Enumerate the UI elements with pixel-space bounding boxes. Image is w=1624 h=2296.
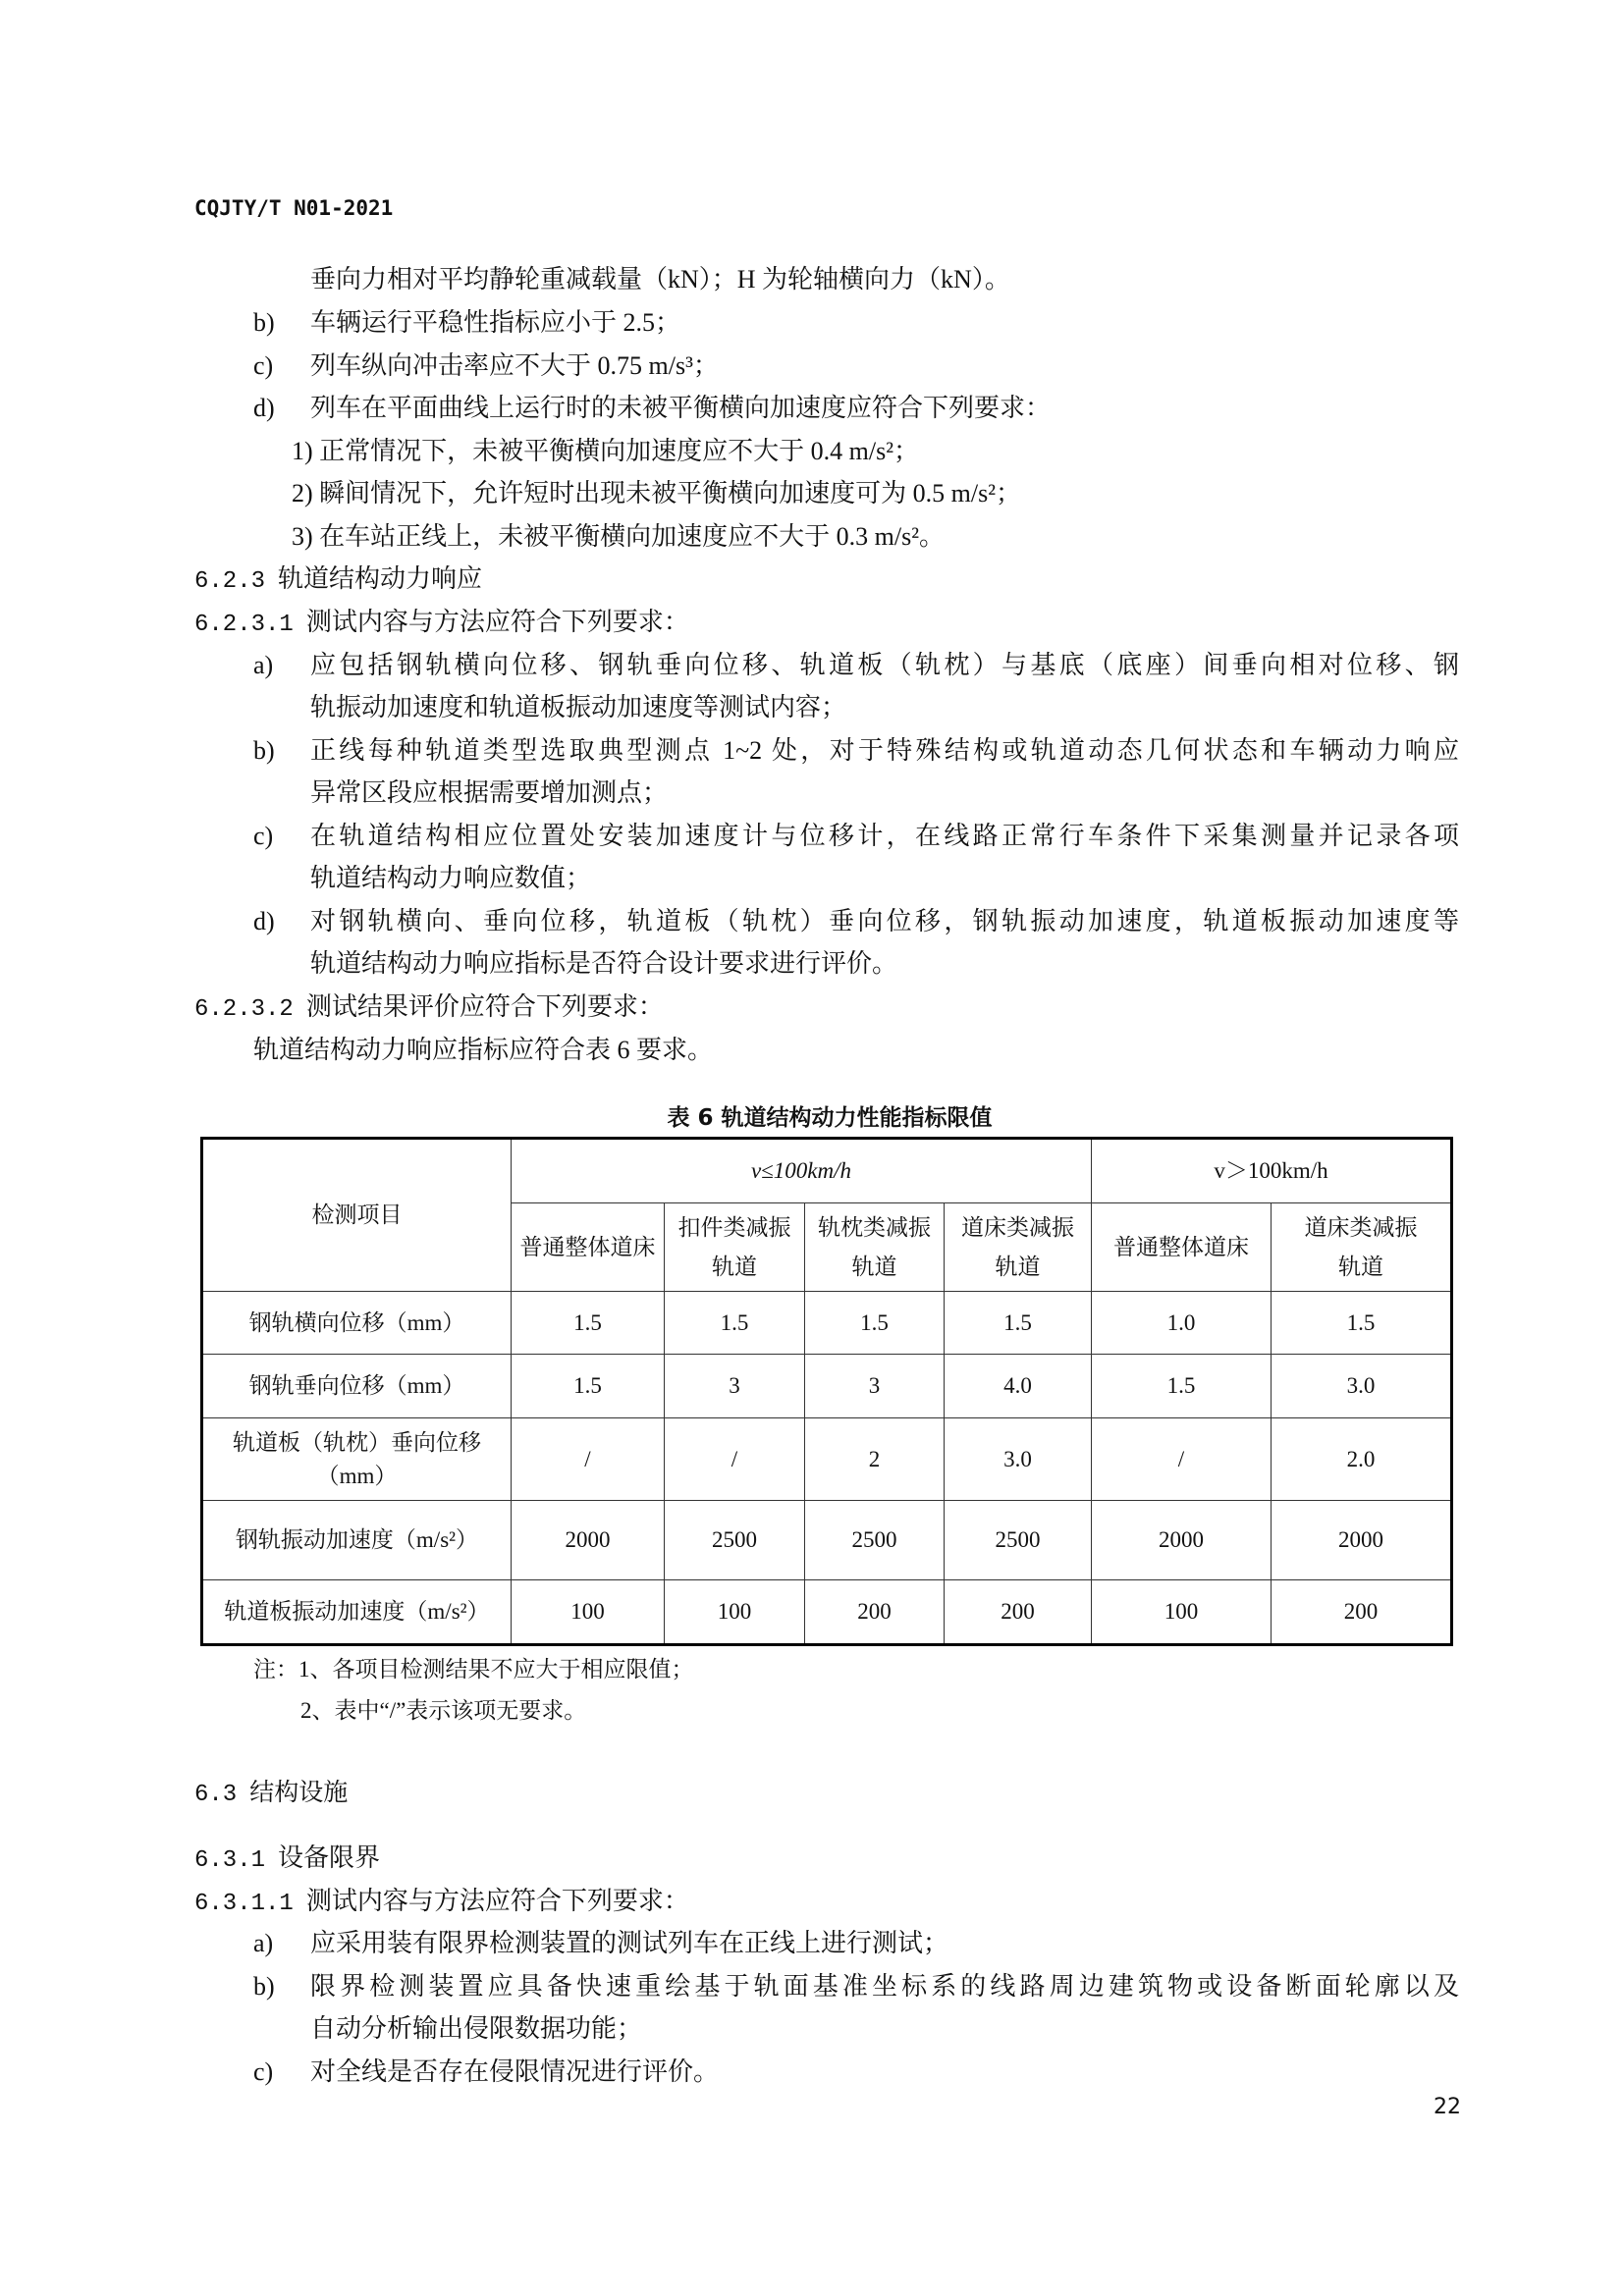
value-cell: 3	[805, 1355, 945, 1418]
value-cell: /	[512, 1418, 665, 1501]
value-cell: 2000	[1272, 1501, 1452, 1580]
table-row	[202, 1501, 1452, 1580]
value-cell: 2500	[945, 1501, 1092, 1580]
subitem-1: 1) 正常情况下，未被平衡横向加速度应不大于 0.4 m/s²；	[292, 437, 920, 465]
item-b-line1: 正线每种轨道类型选取典型测点 1~2 处，对于特殊结构或轨道动态几何状态和车辆动力响应	[310, 736, 1459, 765]
value-cell: 1.5	[665, 1292, 805, 1355]
table-note-2: 2、表中“/”表示该项无要求。	[300, 1698, 587, 1723]
group-header-low-speed: v≤100km/h	[512, 1139, 1092, 1203]
subheader-cell	[945, 1203, 1092, 1292]
section-6-2-3-2-heading: 6.2.3.2 测试结果评价应符合下列要求：	[194, 992, 664, 1023]
value-cell: 2500	[805, 1501, 945, 1580]
item-b-text: 车辆运行平稳性指标应小于 2.5；	[310, 308, 681, 337]
item-label: a)	[253, 651, 274, 679]
subitem-2: 2) 瞬间情况下，允许短时出现未被平衡横向加速度可为 0.5 m/s²；	[292, 479, 1022, 507]
item-c-text: 对全线是否存在侵限情况进行评价。	[310, 2057, 720, 2086]
value-cell: 1.5	[945, 1292, 1092, 1355]
value-cell: 1.5	[805, 1292, 945, 1355]
subheader-text: 扣件类减振	[677, 1214, 791, 1240]
value-cell: 2500	[665, 1501, 805, 1580]
value-cell: 1.5	[1092, 1355, 1272, 1418]
subheader-cell	[1272, 1203, 1452, 1292]
item-c-line2: 轨道结构动力响应数值；	[310, 864, 592, 892]
item-label: c)	[253, 2057, 274, 2086]
continuation-text: 垂向力相对平均静轮重减载量（kN）；H 为轮轴横向力（kN）。	[310, 265, 1010, 294]
table-row	[202, 1580, 1452, 1645]
item-c-line1: 在轨道结构相应位置处安装加速度计与位移计，在线路正常行车条件下采集测量并记录各项	[310, 822, 1459, 850]
item-label: d)	[253, 394, 275, 422]
item-b-line2: 异常区段应根据需要增加测点；	[310, 778, 669, 807]
subheader-text: 普通整体道床	[519, 1234, 656, 1259]
value-cell: 100	[665, 1580, 805, 1645]
item-c-text: 列车纵向冲击率应不大于 0.75 m/s³；	[310, 351, 719, 380]
row-name: 钢轨横向位移（mm）	[202, 1292, 512, 1355]
value-cell: 3	[665, 1355, 805, 1418]
value-cell: 200	[805, 1580, 945, 1645]
subheader-cell	[512, 1203, 665, 1292]
row-name: 轨道板振动加速度（m/s²）	[202, 1580, 512, 1645]
section-6-3-heading: 6.3 结构设施	[194, 1778, 349, 1808]
item-label: b)	[253, 308, 275, 337]
section-6-2-3-heading: 6.2.3 轨道结构动力响应	[194, 564, 483, 595]
subheader-cell	[665, 1203, 805, 1292]
item-label: c)	[253, 351, 274, 380]
value-cell: 3.0	[1272, 1355, 1452, 1418]
item-b-line2: 自动分析输出侵限数据功能；	[310, 2014, 643, 2043]
subheader-text: 道床类减振	[961, 1214, 1074, 1240]
value-cell: 1.5	[512, 1292, 665, 1355]
value-cell: 2000	[1092, 1501, 1272, 1580]
table-note-1: 注：1、各项目检测结果不应大于相应限值；	[253, 1657, 694, 1682]
value-cell: 100	[512, 1580, 665, 1645]
subheader-cell	[1092, 1203, 1272, 1292]
value-cell: 100	[1092, 1580, 1272, 1645]
value-cell: 2000	[512, 1501, 665, 1580]
item-label: c)	[253, 822, 274, 850]
item-label: a)	[253, 1929, 274, 1957]
value-cell: /	[665, 1418, 805, 1501]
value-cell: /	[1092, 1418, 1272, 1501]
subheader-text: 轨道	[995, 1254, 1041, 1279]
item-d-line1: 对钢轨横向、垂向位移，轨道板（轨枕）垂向位移，钢轨振动加速度，轨道板振动加速度等	[310, 907, 1459, 935]
item-a-text: 应采用装有限界检测装置的测试列车在正线上进行测试；	[310, 1929, 949, 1957]
item-label: b)	[253, 736, 275, 765]
value-cell: 1.0	[1092, 1292, 1272, 1355]
item-d-text: 列车在平面曲线上运行时的未被平衡横向加速度应符合下列要求：	[310, 394, 1052, 422]
item-label: b)	[253, 1972, 275, 2001]
item-b-line1: 限界检测装置应具备快速重绘基于轨面基准坐标系的线路周边建筑物或设备断面轮廓以及	[310, 1972, 1459, 2001]
row-name: 钢轨垂向位移（mm）	[202, 1355, 512, 1418]
item-label: d)	[253, 907, 275, 935]
subheader-text: 轨道	[851, 1254, 897, 1279]
subheader-text: 道床类减振	[1304, 1214, 1418, 1240]
value-cell: 1.5	[512, 1355, 665, 1418]
group-header-high-speed: v＞100km/h	[1092, 1139, 1452, 1203]
subheader-text: 普通整体道床	[1113, 1234, 1249, 1259]
document-code-header: CQJTY/T N01-2021	[194, 196, 394, 220]
page-number: 22	[1434, 2095, 1461, 2119]
item-header: 检测项目	[202, 1139, 512, 1292]
subheader-text: 轨道	[1338, 1254, 1383, 1279]
row-name: 钢轨振动加速度（m/s²）	[202, 1501, 512, 1580]
table-row	[202, 1418, 1452, 1501]
subheader-text: 轨道	[712, 1254, 757, 1279]
value-cell: 3.0	[945, 1418, 1092, 1501]
limits-table	[200, 1137, 1453, 1646]
value-cell: 200	[1272, 1580, 1452, 1645]
section-6-3-1-1-heading: 6.3.1.1 测试内容与方法应符合下列要求：	[194, 1887, 689, 1917]
row-name: 轨道板（轨枕）垂向位移（mm）	[202, 1418, 512, 1501]
table-row	[202, 1355, 1452, 1418]
subheader-text: 轨枕类减振	[818, 1214, 931, 1240]
table-caption: 表 6 轨道结构动力性能指标限值	[667, 1105, 993, 1131]
table-row	[202, 1292, 1452, 1355]
subitem-3: 3) 在车站正线上，未被平衡横向加速度应不大于 0.3 m/s²。	[292, 522, 946, 551]
value-cell: 2.0	[1272, 1418, 1452, 1501]
item-d-line2: 轨道结构动力响应指标是否符合设计要求进行评价。	[310, 949, 898, 978]
subheader-cell	[805, 1203, 945, 1292]
section-6-3-1-heading: 6.3.1 设备限界	[194, 1843, 381, 1874]
value-cell: 4.0	[945, 1355, 1092, 1418]
value-cell: 1.5	[1272, 1292, 1452, 1355]
value-cell: 200	[945, 1580, 1092, 1645]
value-cell: 2	[805, 1418, 945, 1501]
item-a-line1: 应包括钢轨横向位移、钢轨垂向位移、轨道板（轨枕）与基底（底座）间垂向相对位移、钢	[310, 651, 1459, 679]
item-a-line2: 轨振动加速度和轨道板振动加速度等测试内容；	[310, 693, 847, 721]
section-6-2-3-1-heading: 6.2.3.1 测试内容与方法应符合下列要求：	[194, 608, 689, 638]
section-body: 轨道结构动力响应指标应符合表 6 要求。	[253, 1036, 714, 1064]
